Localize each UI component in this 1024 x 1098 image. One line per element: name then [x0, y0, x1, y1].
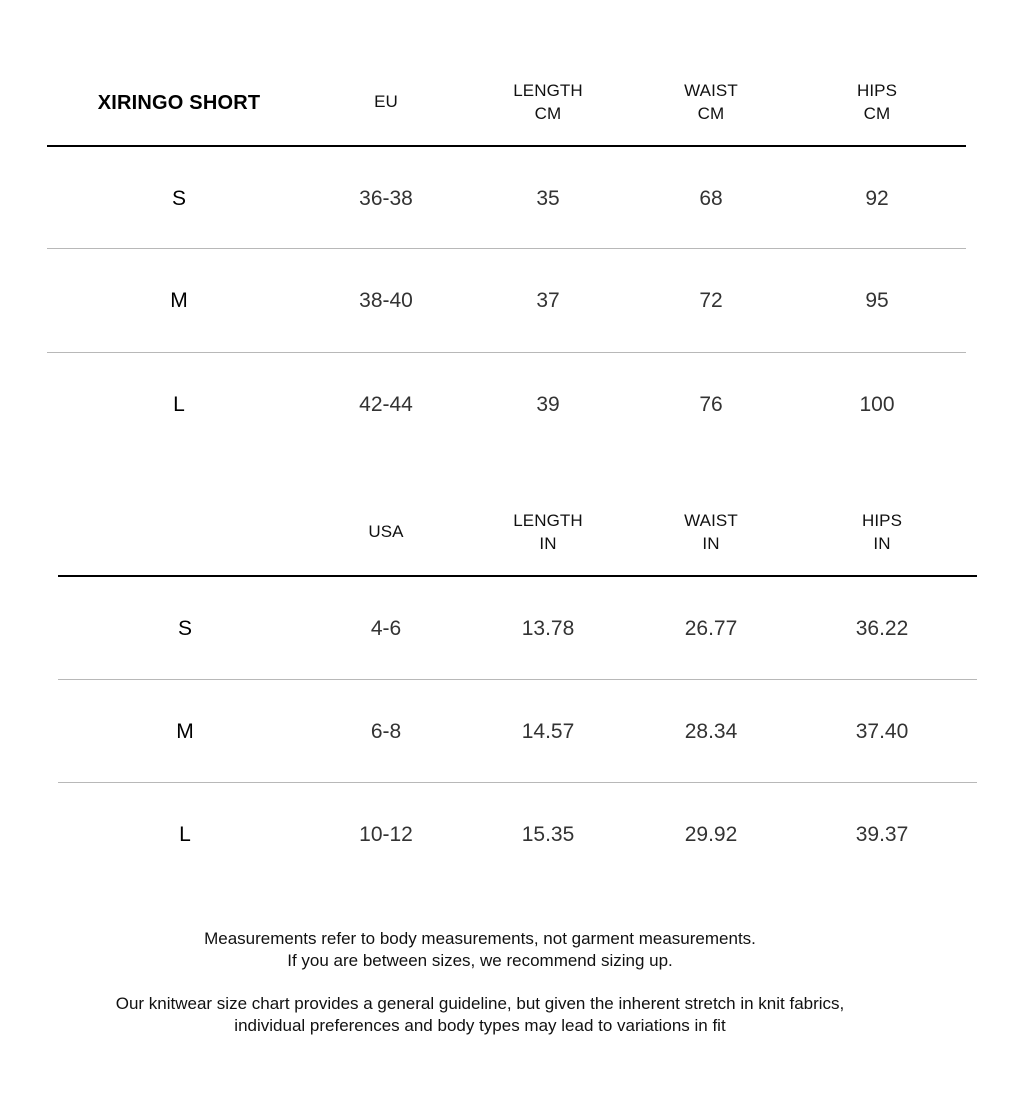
usa-row-s-usa: 4-6: [370, 617, 402, 640]
note-sizing-up: If you are between sizes, we recommend sizing up.: [287, 951, 673, 970]
header-length-cm-line2: CM: [534, 104, 562, 123]
usa-row-m-usa: 6-8: [370, 720, 402, 743]
row-s-length: 35: [536, 187, 560, 210]
note-body-measurements: Measurements refer to body measurements, not garment measurements.: [204, 929, 756, 948]
header-usa-line1: USA: [368, 522, 404, 541]
row-l-eu: 42-44: [359, 393, 413, 416]
header-waist-in: [684, 509, 738, 555]
usa-row-s-hips: 36.22: [855, 617, 909, 640]
header-length-cm-line1: LENGTH: [513, 81, 583, 100]
row-s-size: S: [171, 187, 187, 210]
row-l-hips: 100: [859, 393, 895, 416]
header-hips-in: [862, 509, 902, 555]
header-hips-in-line1: HIPS: [861, 511, 903, 530]
note-variations-in-fit: individual preferences and body types may lead to variations in fit: [234, 1016, 726, 1035]
header-divider: [58, 575, 977, 577]
usa-row-l-usa: 10-12: [359, 823, 413, 846]
header-hips-cm-line1: HIPS: [856, 81, 898, 100]
usa-row-s-length: 13.78: [521, 617, 575, 640]
header-usa: [368, 520, 403, 543]
row-divider: [58, 679, 977, 680]
usa-row-m-hips: 37.40: [855, 720, 909, 743]
usa-row-l-length: 15.35: [521, 823, 575, 846]
header-hips-cm-line2: CM: [863, 104, 891, 123]
usa-row-l-hips: 39.37: [855, 823, 909, 846]
header-length-in-line1: LENGTH: [513, 511, 583, 530]
usa-row-l-size: L: [179, 823, 191, 846]
row-s-waist: 68: [699, 187, 723, 210]
header-waist-cm-line1: WAIST: [684, 81, 738, 100]
size-notes: [0, 928, 960, 972]
row-m-length: 37: [536, 289, 560, 312]
header-hips-in-line2: IN: [873, 534, 891, 553]
row-m-waist: 72: [699, 289, 723, 312]
row-s-eu: 36-38: [359, 187, 413, 210]
knitwear-notes: [0, 993, 960, 1037]
usa-row-l-waist: 29.92: [684, 823, 738, 846]
row-m-hips: 95: [865, 289, 889, 312]
row-s-hips: 92: [865, 187, 889, 210]
row-m-eu: 38-40: [359, 289, 413, 312]
header-waist-cm-line2: CM: [697, 104, 725, 123]
row-divider: [58, 782, 977, 783]
usa-row-m-waist: 28.34: [684, 720, 738, 743]
header-waist-in-line1: WAIST: [684, 511, 738, 530]
row-l-length: 39: [536, 393, 560, 416]
usa-row-m-size: M: [176, 720, 194, 743]
usa-row-s-size: S: [177, 617, 193, 640]
usa-row-m-length: 14.57: [521, 720, 575, 743]
header-length-in-line2: IN: [539, 534, 557, 553]
note-knitwear-guideline: Our knitwear size chart provides a general guideline, but given the inherent stretch in knit fabrics,: [115, 994, 845, 1013]
row-l-waist: 76: [699, 393, 723, 416]
usa-row-s-waist: 26.77: [684, 617, 738, 640]
row-m-size: M: [170, 289, 188, 312]
row-l-size: L: [173, 393, 185, 416]
header-length-in: [513, 509, 583, 555]
header-eu-line1: EU: [374, 92, 398, 111]
header-waist-in-line2: IN: [702, 534, 720, 553]
product-title: XIRINGO SHORT: [97, 92, 261, 114]
